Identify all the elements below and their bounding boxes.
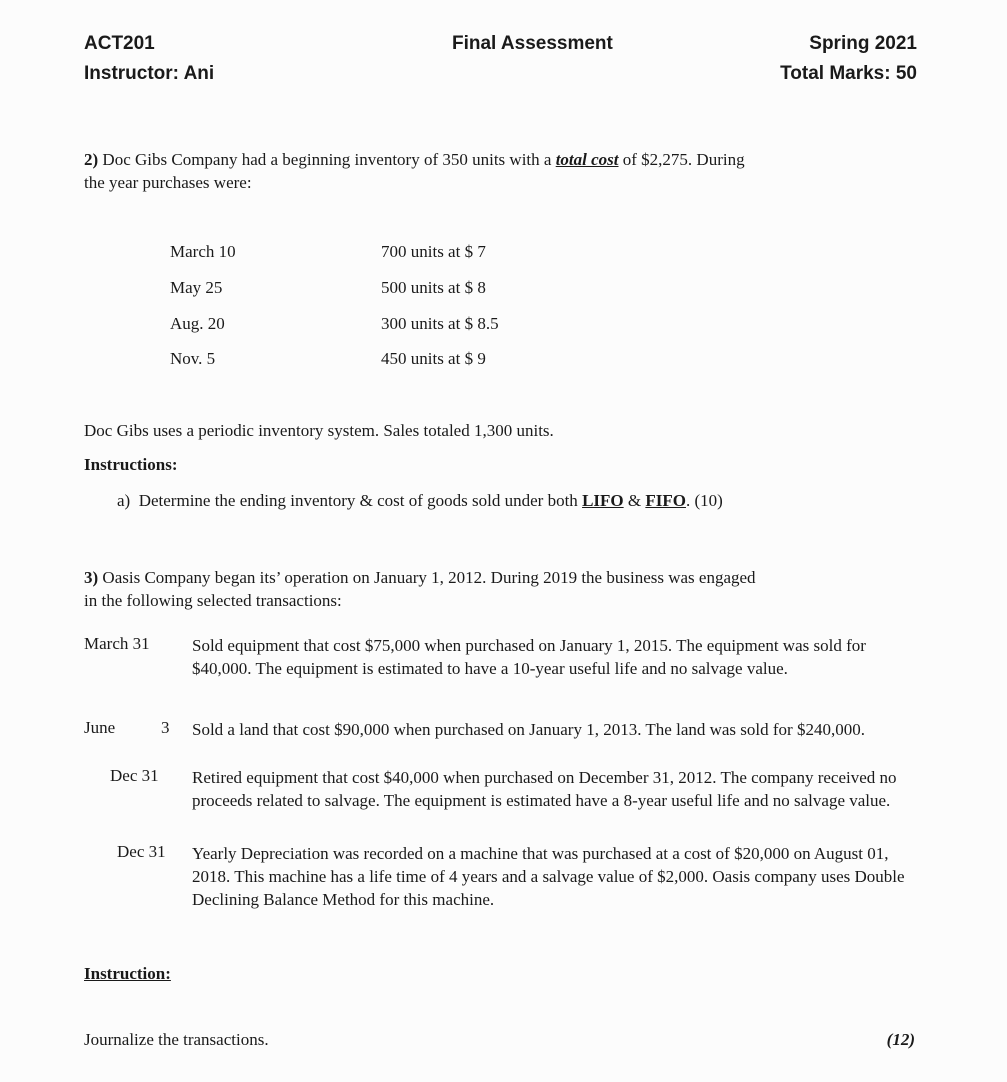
q3-marks: (12) (886, 1030, 915, 1049)
q3-number: 3) (84, 568, 99, 587)
purchase-detail: 300 units at $ 8.5 (381, 314, 499, 333)
course-code: ACT201 (84, 33, 155, 54)
term: Spring 2021 (809, 33, 917, 54)
assessment-title: Final Assessment (452, 33, 613, 54)
instructions-heading: Instructions: (84, 455, 178, 474)
purchase-date: March 10 (170, 242, 236, 261)
purchase-date: Nov. 5 (170, 349, 216, 368)
transaction-text: Retired equipment that cost $40,000 when purchased on December 31, 2012. The company received no proceeds related to salvage. The equipment is estimated have a 8-year useful life and no salvage value. (192, 768, 897, 810)
q3-intro: 3) Oasis Company began its’ operation on January 1, 2012. During 2019 the business was engaged in the following selected transactions: (84, 568, 756, 610)
transaction-date: March 31 (84, 634, 150, 653)
total-cost-emphasis: total cost (555, 150, 619, 169)
q2-intro: 2) Doc Gibs Company had a beginning inventory of 350 units with a total cost of $2,275. During the year purchases were: (84, 150, 745, 192)
task-a: a) Determine the ending inventory & cost of goods sold under both LIFO & FIFO. (10) (117, 491, 723, 510)
transaction-text: Yearly Depreciation was recorded on a machine that was purchased at a cost of $20,000 on August 01, 2018. This machine has a life time of 4 years and a salvage value of $2,000. Oasis company uses Double Declining Balance Method for this machine. (192, 844, 905, 909)
purchase-detail: 500 units at $ 8 (381, 278, 486, 297)
transaction-text: Sold equipment that cost $75,000 when purchased on January 1, 2015. The equipment was sold for $40,000. The equipment is estimated to have a 10-year useful life and no salvage value. (192, 636, 866, 678)
transaction-date: June (84, 718, 116, 737)
transaction-date: Dec 31 (117, 842, 166, 861)
journalize-instruction: Journalize the transactions. (84, 1030, 269, 1049)
transaction-text: Sold a land that cost $90,000 when purchased on January 1, 2013. The land was sold for $240,000. (192, 720, 865, 739)
instructor: Instructor: Ani (84, 63, 215, 84)
transaction-date: Dec 31 (110, 766, 159, 785)
instruction-heading: Instruction: (84, 964, 171, 983)
purchase-detail: 700 units at $ 7 (381, 242, 486, 261)
fifo-label: FIFO (645, 491, 686, 510)
transaction-day: 3 (161, 718, 170, 737)
q2-number: 2) (84, 150, 99, 169)
total-marks: Total Marks: 50 (780, 63, 917, 84)
purchase-detail: 450 units at $ 9 (381, 349, 486, 368)
purchase-date: Aug. 20 (170, 314, 225, 333)
lifo-label: LIFO (582, 491, 624, 510)
purchase-date: May 25 (170, 278, 223, 297)
inventory-system-note: Doc Gibs uses a periodic inventory system. Sales totaled 1,300 units. (84, 421, 554, 440)
